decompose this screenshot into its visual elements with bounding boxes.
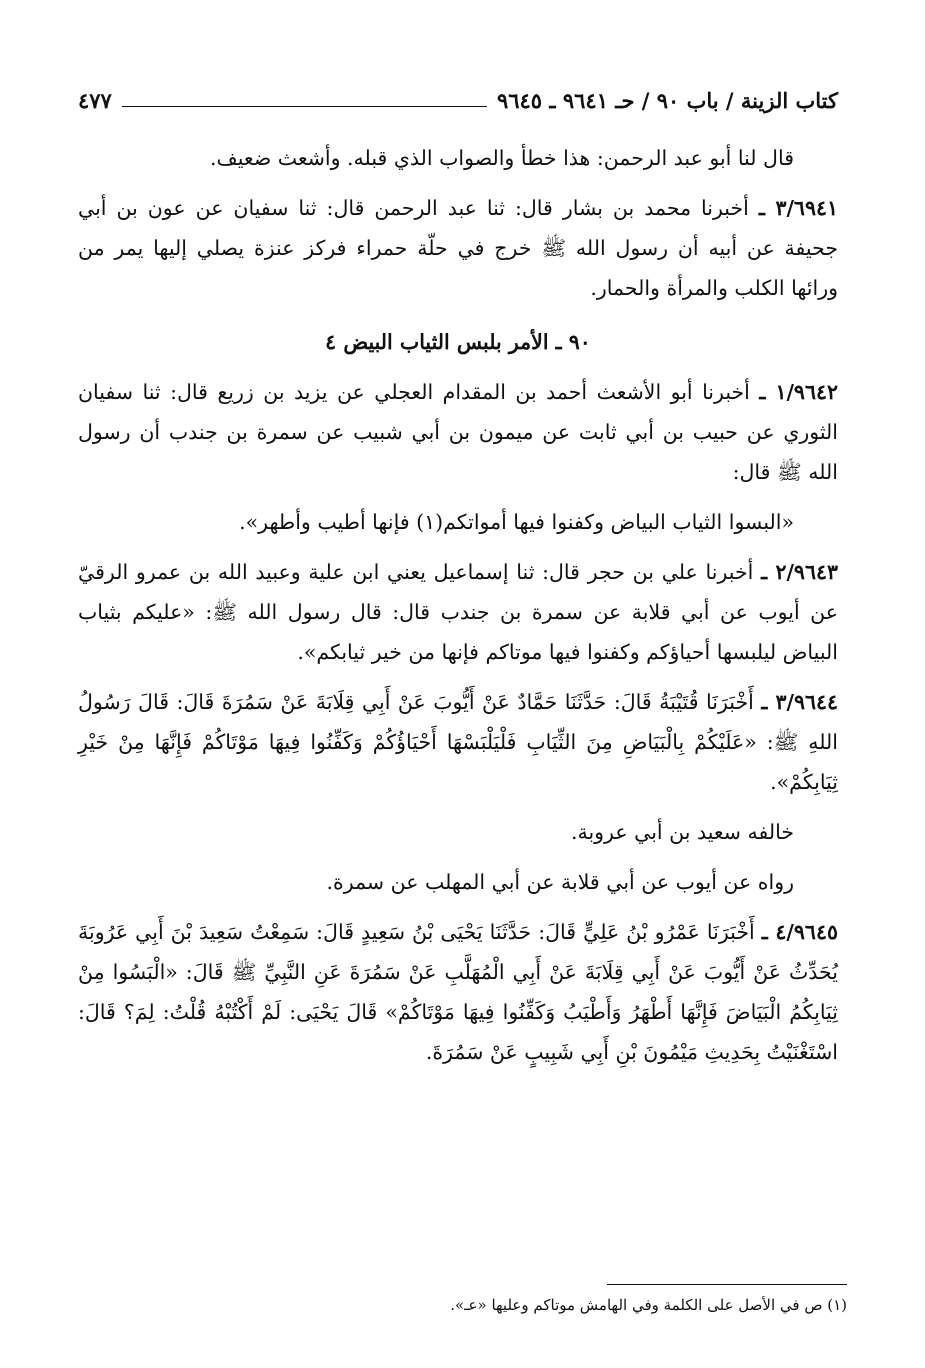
header-rule — [122, 106, 487, 107]
hadith-quote: «البسوا الثياب البياض وكفنوا فيها أمواتكم(١) فإنها أطيب وأطهر». — [239, 510, 794, 534]
hadith-text: أخبرنا محمد بن بشار قال: ثنا عبد الرحمن قال: ثنا سفيان عن عون بن أبي جحيفة عن أبيه أن رسول الله ﷺ خرج في حلّة حمراء فركز عنزة يصلي إليها يمر من ورائها الكلب والمرأة والحمار. — [78, 196, 838, 300]
hadith-9643 — [78, 552, 838, 672]
hadith-6941 — [78, 188, 838, 308]
hadith-number: ٣/٩٦٤٤ ـ — [761, 690, 838, 714]
hadith-number: ٣/٦٩٤١ ـ — [758, 196, 838, 220]
hadith-text: أخبرنا علي بن حجر قال: ثنا إسماعيل يعني ابن علية وعبيد الله بن عمرو الرقيّ عن أيوب عن أبي قلابة عن سمرة بن جندب قال: قال رسول الله ﷺ: «عليكم بثياب البياض ليلبسها أحياؤكم وكفنوا فيها موتاكم فإنها من خير ثيابكم». — [78, 560, 838, 664]
page-number: ٤٧٧ — [78, 87, 112, 113]
paragraph-note: رواه عن أيوب عن أبي قلابة عن أبي المهلب عن سمرة. — [326, 870, 794, 894]
hadith-9645 — [78, 912, 838, 1072]
hadith-text: أَخْبَرَنَا عَمْرُو بْنُ عَلِيٍّ قَالَ: حَدَّثَنَا يَحْيَى بْنُ سَعِيدٍ قَالَ: سَمِعْتُ سَعِيدَ بْنَ أَبِي عَرُوبَةَ يُحَدِّثُ عَنْ أَيُّوبَ عَنْ أَبِي قِلَابَةَ عَنْ أَبِي الْمُهَلَّبِ عَنْ سَمُرَةَ عَنِ النَّبِيِّ ﷺ قَالَ: «الْبَسُوا مِنْ ثِيَابِكُمُ الْبَيَاضَ فَإِنَّهَا أَطْهَرُ وَأَطْيَبُ وَكَفِّنُوا فِيهَا مَوْتَاكُمْ» قَالَ يَحْيَى: لَمْ أَكْتُبْهُ قُلْتُ: لِمَ؟ قَالَ: اسْتَغْنَيْتُ بِحَدِيثِ مَيْمُونَ بْنِ أَبِي شَبِيبٍ عَنْ سَمُرَةَ. — [78, 920, 838, 1064]
paragraph-note: خالفه سعيد بن أبي عروبة. — [570, 820, 794, 844]
page-body — [78, 138, 838, 1082]
hadith-text: أخبرنا أبو الأشعث أحمد بن المقدام العجلي عن يزيد بن زريع قال: ثنا سفيان الثوري عن حبيب بن أبي ثابت عن ميمون بن أبي شبيب عن سمرة بن جندب أن رسول الله ﷺ قال: — [78, 380, 838, 484]
chapter-heading: ٩٠ ـ الأمر بلبس الثياب البيض ٤ — [325, 330, 591, 354]
hadith-number: ٢/٩٦٤٣ ـ — [761, 560, 838, 584]
footnote-rule — [607, 1284, 847, 1285]
hadith-9642 — [78, 372, 838, 492]
paragraph-note: قال لنا أبو عبد الرحمن: هذا خطأ والصواب الذي قبله. وأشعث ضعيف. — [210, 146, 794, 170]
hadith-text: أَخْبَرَنَا قُتَيْبَةُ قَالَ: حَدَّثَنَا حَمَّادٌ عَنْ أَيُّوبَ عَنْ أَبِي قِلَابَةَ عَنْ سَمُرَةَ قَالَ: قَالَ رَسُولُ اللهِ ﷺ: «عَلَيْكُمْ بِالْبَيَاضِ مِنَ الثِّيَابِ فَلْيَلْبَسْهَا أَحْيَاؤُكُمْ وَكَفِّنُوا فِيهَا مَوْتَاكُمْ فَإِنَّهَا مِنْ خَيْرِ ثِيَابِكُمْ». — [78, 690, 838, 794]
running-header — [78, 82, 838, 118]
header-title: كتاب الزينة / باب ٩٠ / حـ ٩٦٤١ ـ ٩٦٤٥ — [496, 87, 838, 113]
hadith-number: ١/٩٦٤٢ ـ — [759, 380, 838, 404]
footnote: (١) ص في الأصل على الكلمة وفي الهامش موتاكم وعليها «عـ». — [450, 1296, 847, 1314]
hadith-9644 — [78, 682, 838, 802]
hadith-number: ٤/٩٦٤٥ ـ — [761, 920, 838, 944]
